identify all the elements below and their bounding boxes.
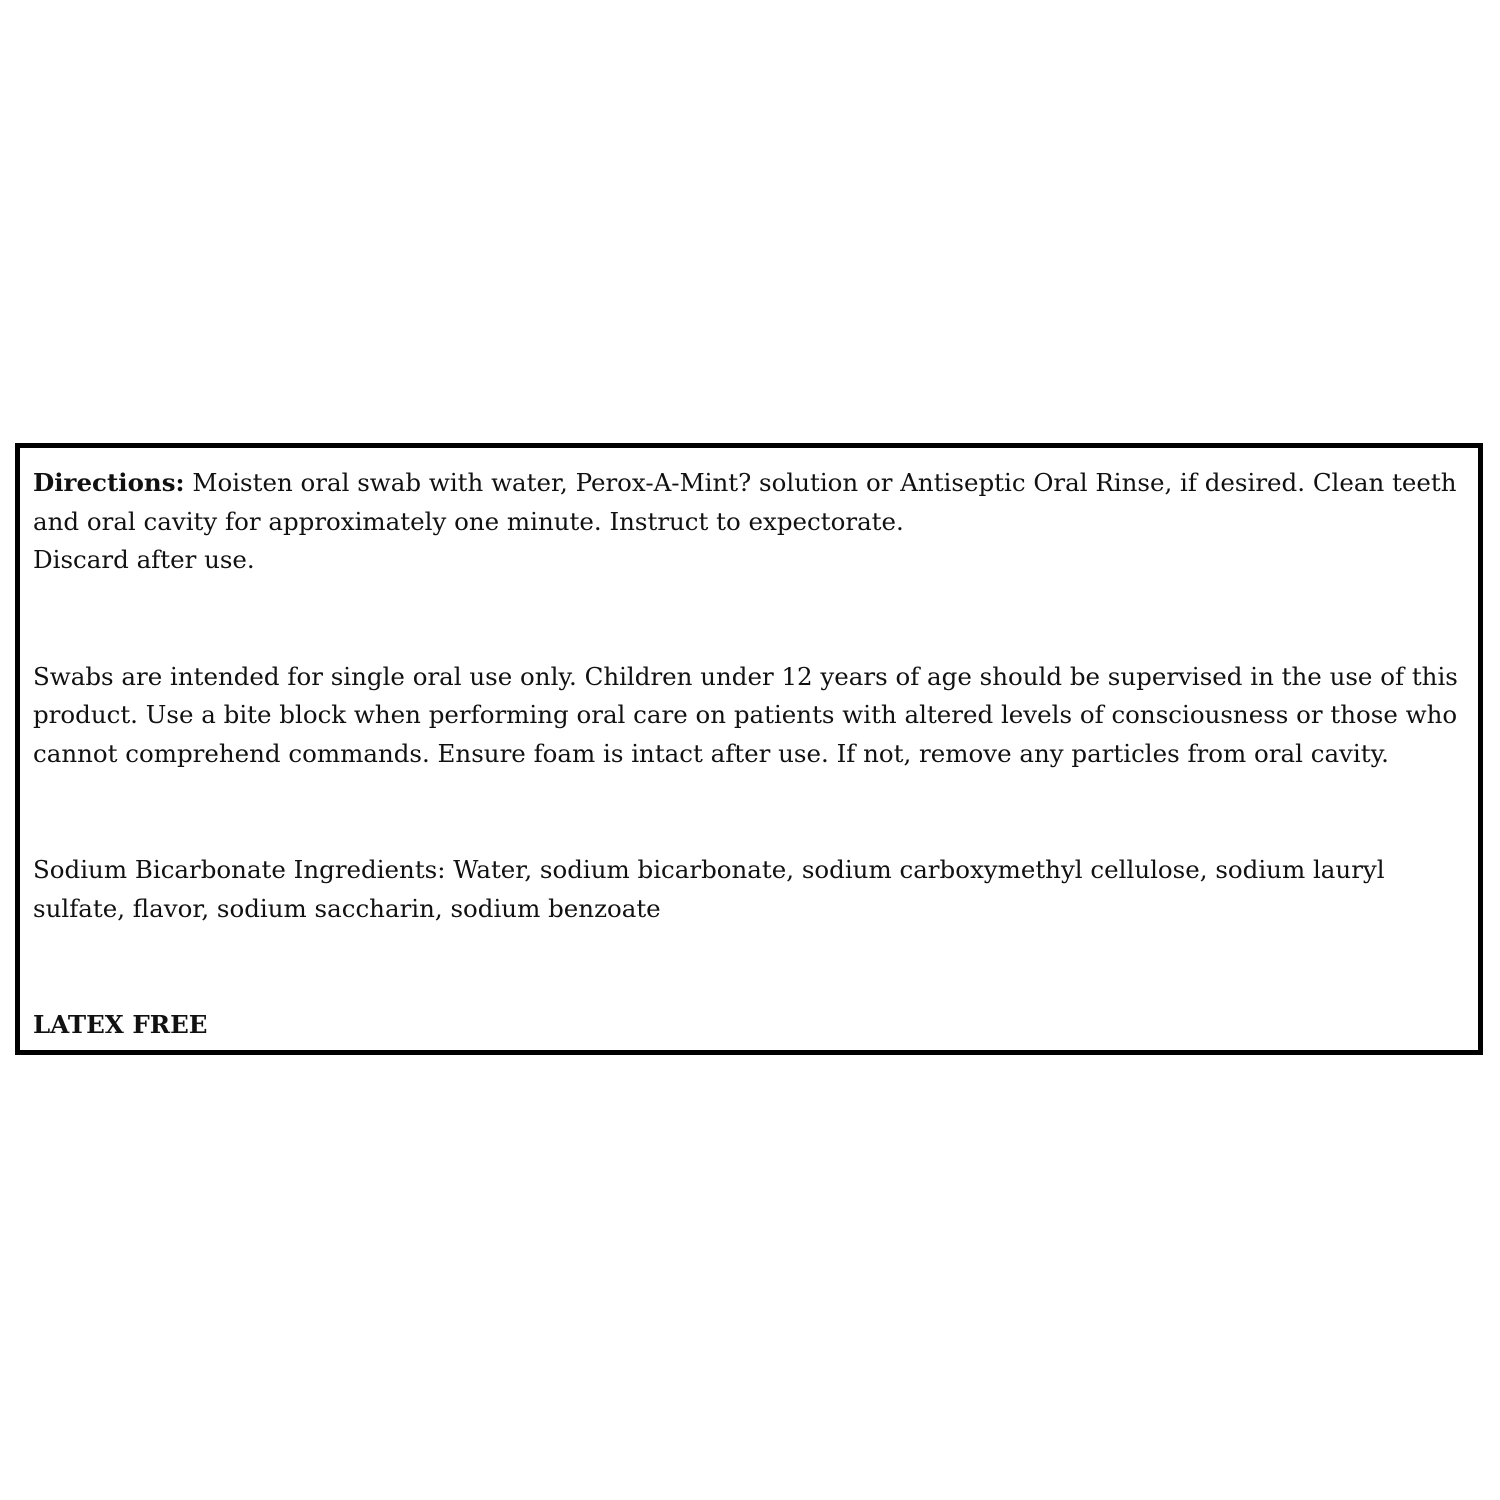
ingredients-paragraph: Sodium Bicarbonate Ingredients: Water, sodium bicarbonate, sodium carboxymethyl cellulose, sodium lauryl sulfate, flavor, sodium saccharin, sodium benzoate (33, 855, 1385, 923)
discard-text: Discard after use. (33, 545, 255, 574)
warning-paragraph: Swabs are intended for single oral use only. Children under 12 years of age should be supervised in the use of this product. Use a bite block when performing oral care on patients with altered levels of consciousness or those who cannot comprehend commands. Ensure foam is intact after use. If not, remove any particles from oral cavity. (33, 661, 1458, 768)
directions-heading: Directions: (33, 468, 185, 497)
latex-free-label: LATEX FREE (33, 1010, 208, 1039)
directions-text: Moisten oral swab with water, Perox-A-Mint? solution or Antiseptic Oral Rinse, if desired. Clean teeth and oral cavity for approximately one minute. Instruct to expectorate. (33, 468, 1457, 536)
directions-paragraph (33, 464, 1464, 580)
product-info-box (15, 443, 1483, 1055)
